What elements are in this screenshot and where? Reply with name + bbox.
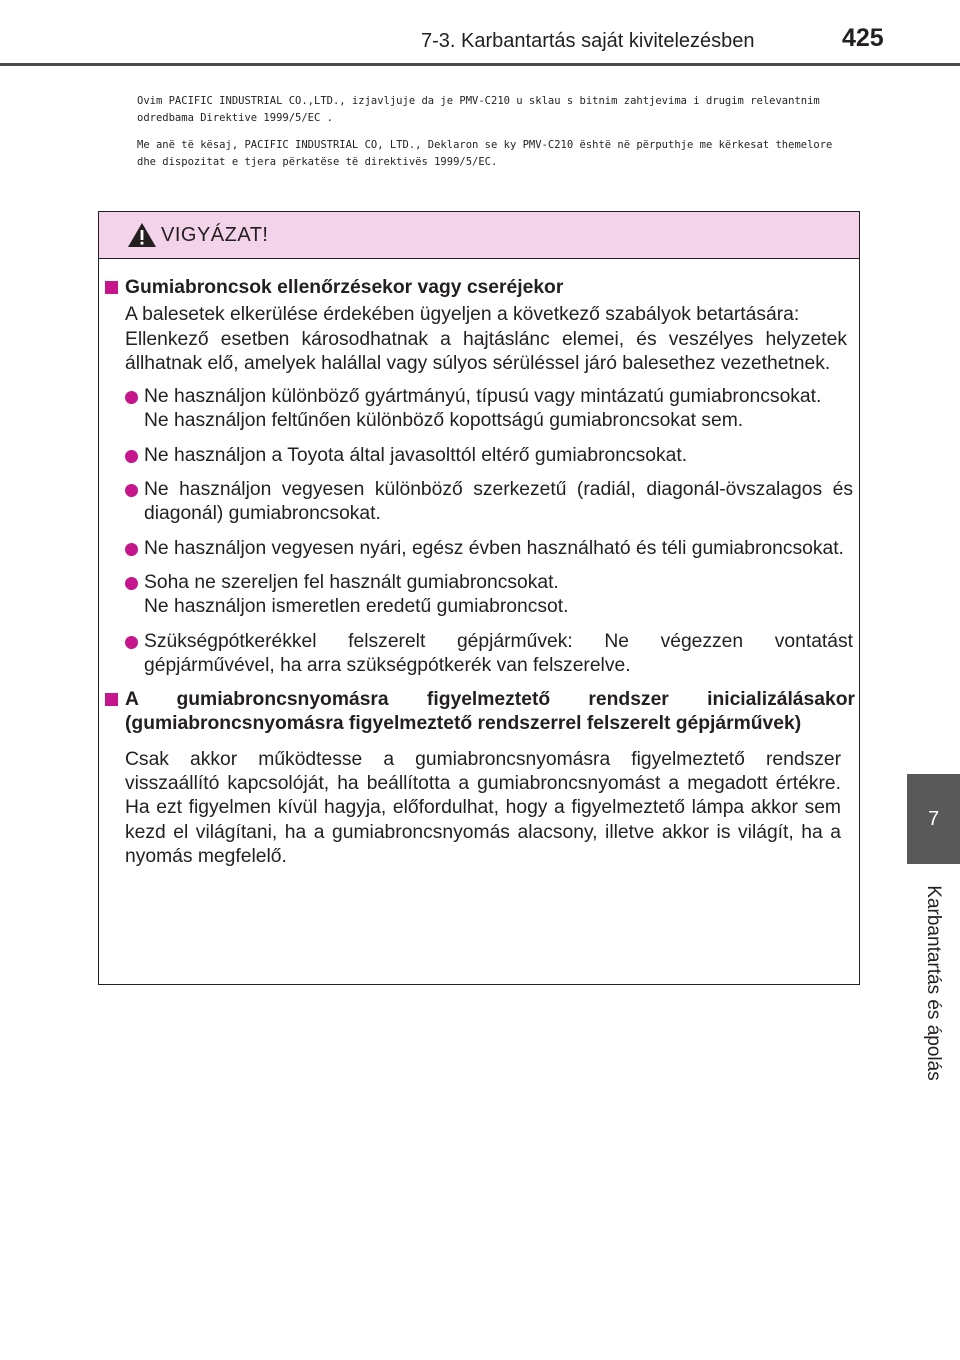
circle-bullet-icon (125, 577, 138, 590)
page-number: 425 (842, 24, 884, 52)
list-item-text: Ne használjon feltűnően különböző kopottságú gumiabroncsokat sem. (144, 410, 744, 432)
list-item-text: Ne használjon vegyesen különböző szerkezetű (radiál, diagonál-övszalagos és diagonál) gumiabroncsokat. (144, 479, 853, 525)
caution-title: VIGYÁZAT! (161, 224, 269, 246)
chapter-label: Karbantartás és ápolás (923, 885, 944, 1081)
circle-bullet-icon (125, 484, 138, 497)
section-heading-tpms-init (99, 688, 859, 737)
intro-paragraph (99, 303, 859, 376)
list-item (99, 444, 859, 468)
list-item (99, 478, 859, 527)
list-item (99, 537, 859, 561)
caution-header (99, 212, 859, 259)
circle-bullet-icon (125, 636, 138, 649)
heading-text: A gumiabroncsnyomásra figyelmeztető rendszer inicializálásakor (gumiabroncsnyomásra figyelmeztető rendszerrel felszerelt gépjárművek) (125, 689, 855, 735)
list-item-text: Ne használjon a Toyota által javasolttól eltérő gumiabroncsokat. (144, 444, 688, 466)
declaration-croatian: Ovim PACIFIC INDUSTRIAL CO.,LTD., izjavljuje da je PMV-C210 u sklau s bitnim zahtjevima i drugim relevantnim odredbama Direktive 1999/5/EC . (137, 95, 820, 124)
square-bullet-icon (105, 693, 118, 706)
circle-bullet-icon (125, 543, 138, 556)
chapter-tab (907, 774, 960, 864)
warning-triangle-icon (127, 222, 157, 248)
tpms-paragraph: Csak akkor működtesse a gumiabroncsnyomásra figyelmeztető rendszer visszaállító kapcsolóját, ha beállította a gumiabroncsnyomást a megadott értékre. Ha ezt figyelmen kívül hagyja, előfordulhat, hogy a figyelmeztető lámpa akkor sem kezd el világítani, ha a gumiabroncsnyomás alacsony, illetve akkor is világít, ha a nyomás megfelelő. (125, 748, 841, 867)
section-title: 7-3. Karbantartás saját kivitelezésben (421, 30, 755, 52)
list-item (99, 630, 859, 679)
chapter-number: 7 (927, 807, 940, 830)
list-item-text: Ne használjon ismeretlen eredetű gumiabroncsot. (144, 596, 569, 618)
intro-line: Ellenkező esetben károsodhatnak a hajtáslánc elemei, és veszélyes helyzetek állhatnak elő, amelyek halállal vagy súlyos sérüléssel járó balesethez vezethetnek. (125, 328, 847, 374)
circle-bullet-icon (125, 450, 138, 463)
list-item-text: Ne használjon vegyesen nyári, egész évben használható és téli gumiabroncsokat. (144, 537, 844, 559)
caution-body (99, 259, 859, 869)
list-item (99, 571, 859, 620)
list-item-text: Soha ne szereljen fel használt gumiabroncsokat. (144, 571, 559, 593)
list-item-text: Ne használjon különböző gyártmányú, típusú vagy mintázatú gumiabroncsokat. (144, 386, 822, 408)
square-bullet-icon (105, 281, 118, 294)
caution-box (98, 211, 860, 985)
list-item (99, 385, 859, 434)
intro-line: A balesetek elkerülése érdekében ügyeljen a következő szabályok betartására: (125, 304, 800, 326)
declaration-albanian: Me anë të kësaj, PACIFIC INDUSTRIAL CO, LTD., Deklaron se ky PMV-C210 është në përputhje me kërkesat themelore dhe dispozitat e tjera përkatëse të direktivës 1999/5/EC. (137, 139, 833, 168)
header-divider (0, 63, 960, 66)
section-heading-tire-check (99, 276, 859, 300)
list-item-text: Szükségpótkerékkel felszerelt gépjárművek: Ne végezzen vontatást gépjárművével, ha arra szükségpótkerék van felszerelve. (144, 630, 853, 676)
heading-text: Gumiabroncsok ellenőrzésekor vagy cseréjekor (125, 277, 564, 298)
circle-bullet-icon (125, 391, 138, 404)
